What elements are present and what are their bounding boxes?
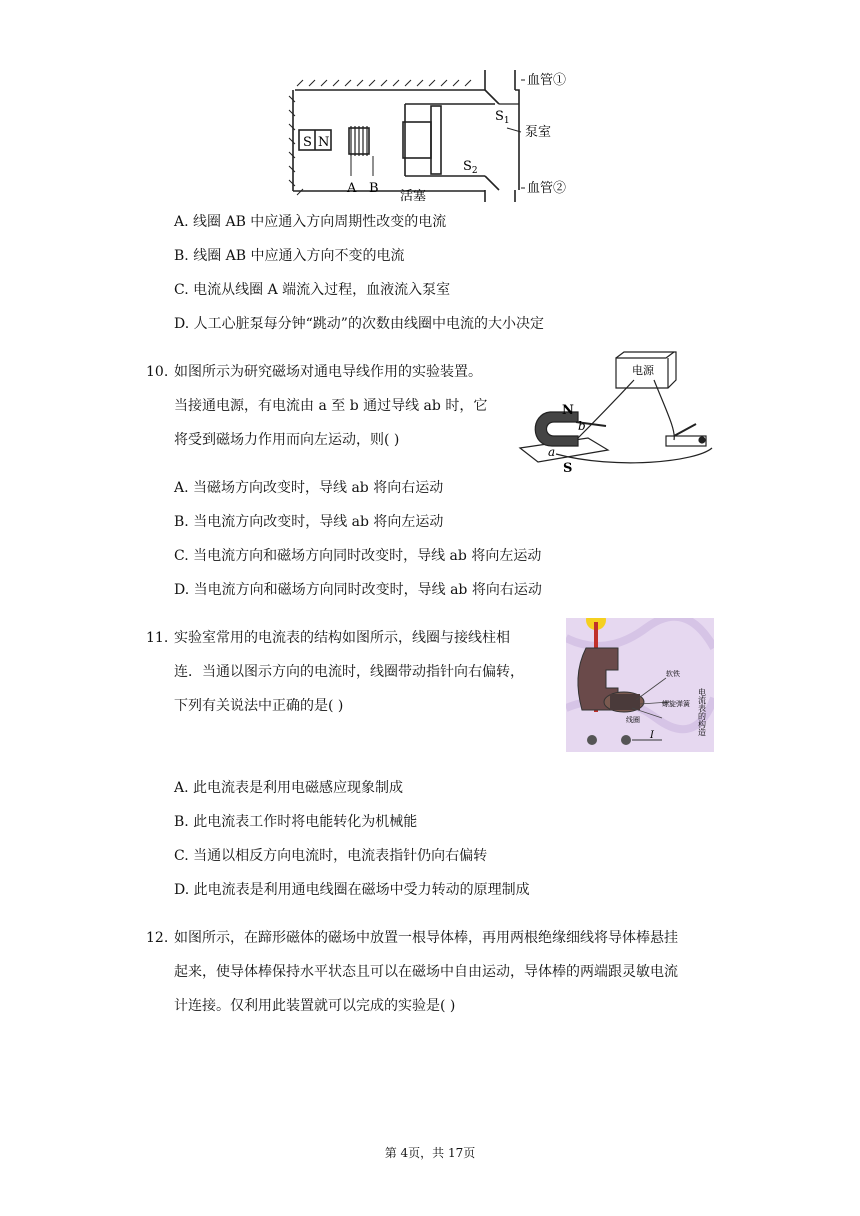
- page-footer: 第 4页，共 17页: [384, 1146, 476, 1160]
- q10-number: 10.: [146, 364, 169, 380]
- q11-stem-line-1: 实验室常用的电流表的结构如图所示，线圈与接线柱相: [174, 630, 510, 646]
- q12-stem-line-1: 如图所示，在蹄形磁体的磁场中放置一根导体棒，再用两根绝缘细线将导体棒悬挂: [174, 930, 678, 946]
- coil-a-label: A: [347, 181, 357, 196]
- q11-stem-line-2: 连．当通以图示方向的电流时，线圈带动指针向右偏转，: [174, 664, 524, 680]
- wire-b-label: b: [578, 419, 586, 433]
- coil-b-label: B: [369, 181, 379, 196]
- s1-label: $S_1$: [495, 109, 510, 126]
- q11-option-a: A. 此电流表是利用电磁感应现象制成: [174, 780, 404, 796]
- q11-option-d: D. 此电流表是利用通电线圈在磁场中受力转动的原理制成: [174, 882, 530, 898]
- current-label: I: [650, 730, 654, 741]
- pump-chamber-label: 泵室: [525, 125, 552, 140]
- wire-a-label: a: [548, 445, 556, 459]
- q12-stem-line-2: 起来，使导体棒保持水平状态且可以在磁场中自由运动，导体棒的两端跟灵敏电流: [174, 964, 678, 980]
- power-label: 电源: [632, 364, 654, 377]
- q9-option-a: A. 线圈 AB 中应通入方向周期性改变的电流: [174, 214, 447, 230]
- coil-label: 线圈: [626, 716, 640, 724]
- q9-option-d: D. 人工心脏泵每分钟“跳动”的次数由线圈中电流的大小决定: [174, 316, 544, 332]
- q10-stem-line-2: 当接通电源，有电流由 a 至 b 通过导线 ab 时，它: [174, 398, 488, 414]
- q10-stem-line-1: 如图所示为研究磁场对通电导线作用的实验装置。: [174, 364, 482, 380]
- s2-label: $S_2$: [463, 159, 478, 176]
- ammeter-caption: 电流表的构造: [697, 688, 707, 736]
- q12-stem-line-3: 计连接。仅利用此装置就可以完成的实验是( ): [174, 998, 456, 1014]
- spring-label: 螺旋弹簧: [662, 700, 690, 708]
- q10-option-d: D. 当电流方向和磁场方向同时改变时，导线 ab 将向右运动: [174, 582, 542, 598]
- q11-number: 11.: [146, 630, 169, 646]
- q10-option-c: C. 当电流方向和磁场方向同时改变时，导线 ab 将向左运动: [174, 548, 542, 564]
- q11-stem-line-3: 下列有关说法中正确的是( ): [174, 698, 344, 714]
- heart-pump-figure: [285, 66, 585, 206]
- magnet-n-label: N: [562, 403, 574, 418]
- soft-iron-label: 软铁: [666, 670, 680, 678]
- magnet-n-label: N: [318, 135, 330, 150]
- q9-option-b: B. 线圈 AB 中应通入方向不变的电流: [174, 248, 405, 264]
- q10-stem-line-3: 将受到磁场力作用而向左运动，则( ): [174, 432, 400, 448]
- q11-option-c: C. 当通以相反方向电流时，电流表指针仍向右偏转: [174, 848, 488, 864]
- q12-number: 12.: [146, 930, 169, 946]
- q10-option-a: A. 当磁场方向改变时，导线 ab 将向右运动: [174, 480, 444, 496]
- q11-option-b: B. 此电流表工作时将电能转化为机械能: [174, 814, 418, 830]
- magnet-s-label: S: [563, 461, 573, 474]
- vessel2-label: 血管②: [527, 181, 567, 196]
- ammeter-structure-figure: [566, 618, 714, 752]
- piston-label: 活塞: [400, 189, 427, 204]
- q10-option-b: B. 当电流方向改变时，导线 ab 将向左运动: [174, 514, 444, 530]
- magnet-s-label: S: [303, 135, 312, 150]
- vessel1-label: 血管①: [527, 73, 567, 88]
- q9-option-c: C. 电流从线圈 A 端流入过程，血液流入泵室: [174, 282, 451, 298]
- magnet-force-figure: [516, 350, 720, 474]
